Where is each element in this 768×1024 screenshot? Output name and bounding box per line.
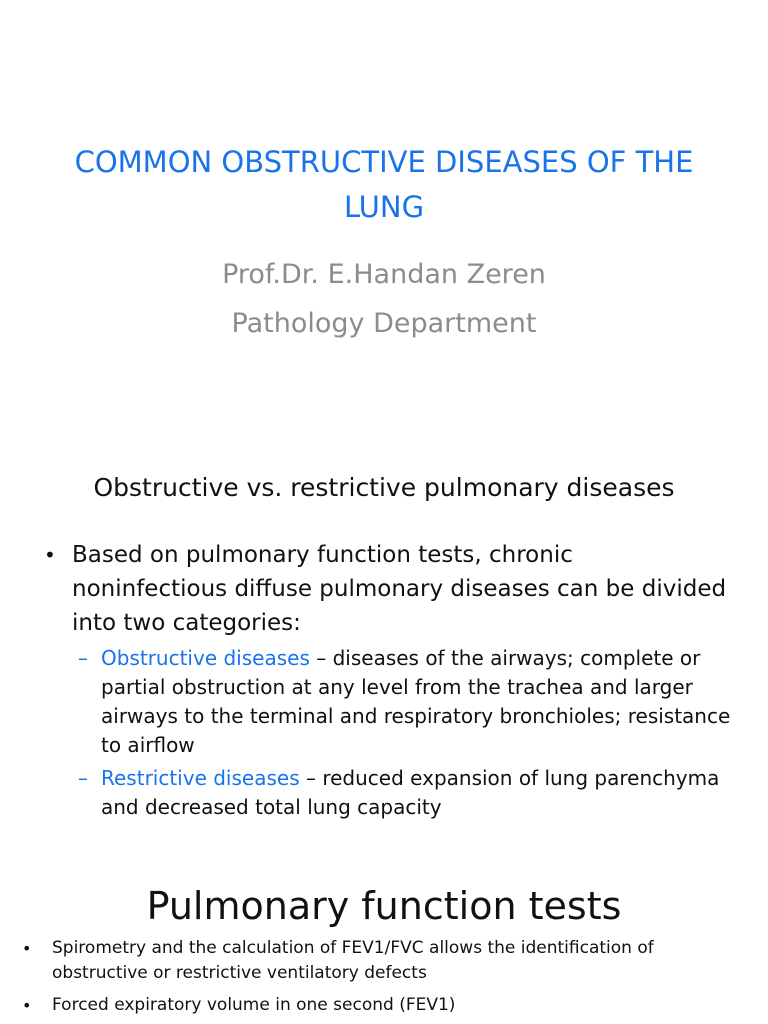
section-heading: Obstructive vs. restrictive pulmonary diseases bbox=[93, 473, 675, 502]
list-item bbox=[22, 993, 742, 1018]
sub-list-item bbox=[78, 644, 734, 760]
sub-list bbox=[78, 644, 734, 822]
dash-icon: – bbox=[78, 766, 88, 790]
dash-icon: – bbox=[78, 646, 88, 670]
sub-list-item bbox=[78, 764, 734, 822]
slide-subtitle bbox=[40, 250, 728, 348]
bullet-text: Spirometry and the calculation of FEV1/FVC allows the identification of obstructive or restrictive ventilatory defects bbox=[52, 938, 654, 983]
sub-item-text bbox=[101, 764, 734, 822]
bullet-text: Based on pulmonary function tests, chronic noninfectious diffuse pulmonary diseases can be divided into two categories: bbox=[72, 542, 727, 636]
term-description: – reduced expansion of lung parenchyma and decreased total lung capacity bbox=[101, 766, 720, 819]
slide-title: COMMON OBSTRUCTIVE DISEASES OF THE LUNG bbox=[74, 145, 694, 224]
list-item bbox=[44, 538, 734, 640]
author-name: Prof.Dr. E.Handan Zeren bbox=[222, 259, 546, 290]
section-heading-large: Pulmonary function tests bbox=[146, 884, 622, 928]
bullet-icon: • bbox=[22, 939, 32, 958]
sub-item-text bbox=[101, 644, 734, 760]
bullet-icon: • bbox=[22, 996, 32, 1015]
list-item bbox=[22, 936, 742, 986]
bullet-icon: • bbox=[44, 543, 56, 567]
term-obstructive: Obstructive diseases bbox=[101, 646, 310, 670]
term-description: – diseases of the airways; complete or partial obstruction at any level from the trachea and larger airways to the terminal and respiratory bronchioles; resistance to airflow bbox=[101, 646, 731, 757]
bullet-text: Forced expiratory volume in one second (FEV1) bbox=[52, 995, 456, 1015]
bullet-block bbox=[44, 538, 734, 826]
term-restrictive: Restrictive diseases bbox=[101, 766, 300, 790]
small-bullet-list bbox=[22, 936, 742, 1024]
department-name: Pathology Department bbox=[231, 308, 537, 339]
